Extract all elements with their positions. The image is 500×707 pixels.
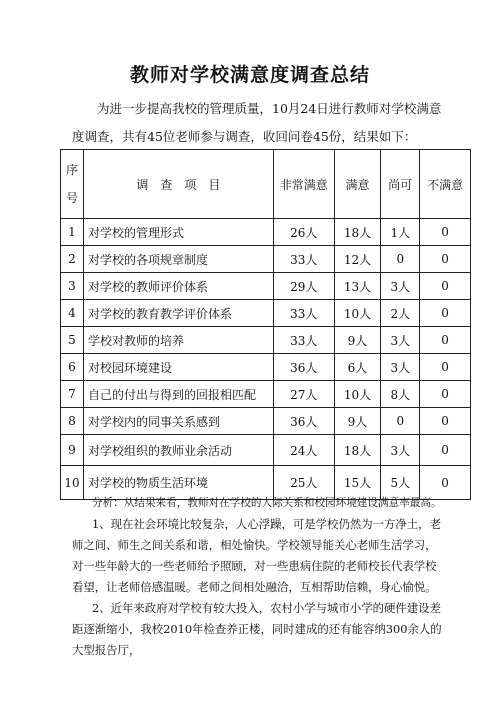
row-satisfied: 12人 xyxy=(334,246,381,273)
row-very-satisfied: 24人 xyxy=(273,435,334,466)
row-not-satisfied: 0 xyxy=(420,408,471,435)
intro-paragraph: 为进一步提高我校的管理质量，10月24日进行教师对学校满意度调查，共有45位老师参与调查，收回问卷45份，结果如下： xyxy=(72,101,442,144)
analysis-point-1: 1、现在社会环境比较复杂，人心浮躁，可是学校仍然为一方净土，老师之间、师生之间关系和谐，相处愉快。学校领导能关心老师生活学习，对一些年龄大的一些老师给予照顾，对一些患病住院的老师校长代表学校看望，让老师倍感温暖。老师之间相处融洽，互相帮助信赖，身心愉悦。 xyxy=(72,517,441,594)
row-acceptable: 3人 xyxy=(381,435,420,466)
row-very-satisfied: 36人 xyxy=(273,408,334,435)
row-item: 自己的付出与得到的回报相匹配 xyxy=(83,381,273,408)
row-item: 学校对教师的培养 xyxy=(83,327,273,354)
header-acceptable: 尚可 xyxy=(381,150,420,219)
row-acceptable: 1人 xyxy=(381,219,420,246)
row-very-satisfied: 27人 xyxy=(273,381,334,408)
row-satisfied: 6人 xyxy=(334,354,381,381)
table-row xyxy=(61,219,471,246)
row-satisfied: 10人 xyxy=(334,381,381,408)
row-not-satisfied: 0 xyxy=(420,327,471,354)
survey-results-table xyxy=(60,149,471,500)
row-very-satisfied: 29人 xyxy=(273,273,334,300)
row-very-satisfied: 36人 xyxy=(273,354,334,381)
row-acceptable: 3人 xyxy=(381,327,420,354)
header-survey-item: 调 查 项 目 xyxy=(83,150,273,219)
table-row xyxy=(61,273,471,300)
row-not-satisfied: 0 xyxy=(420,219,471,246)
row-number: 6 xyxy=(61,354,84,381)
row-not-satisfied: 0 xyxy=(420,273,471,300)
row-item: 对学校的教育教学评价体系 xyxy=(83,300,273,327)
row-very-satisfied: 33人 xyxy=(273,246,334,273)
header-satisfied: 满意 xyxy=(334,150,381,219)
row-acceptable: 2人 xyxy=(381,300,420,327)
header-serial-line1: 序 xyxy=(65,163,78,177)
row-satisfied: 18人 xyxy=(334,435,381,466)
row-satisfied: 18人 xyxy=(334,219,381,246)
header-serial-number xyxy=(61,150,84,219)
row-item: 对学校的各项规章制度 xyxy=(83,246,273,273)
row-number: 1 xyxy=(61,219,84,246)
row-item: 对学校内的同事关系感到 xyxy=(83,408,273,435)
table-row xyxy=(61,408,471,435)
row-item: 对校园环境建设 xyxy=(83,354,273,381)
row-not-satisfied: 0 xyxy=(420,435,471,466)
row-not-satisfied: 0 xyxy=(420,354,471,381)
row-satisfied: 13人 xyxy=(334,273,381,300)
row-item: 对学校的教师评价体系 xyxy=(83,273,273,300)
table-row xyxy=(61,246,471,273)
analysis-point-2: 2、近年来政府对学校有较大投入，农村小学与城市小学的硬件建设差距逐渐缩小，我校2010年检查养正楼，同时建成的还有能容纳300余人的大型报告厅， xyxy=(72,601,442,657)
row-very-satisfied: 33人 xyxy=(273,300,334,327)
row-not-satisfied: 0 xyxy=(420,466,471,500)
header-serial-line2: 号 xyxy=(65,191,78,205)
row-very-satisfied: 25人 xyxy=(273,466,334,500)
row-number: 3 xyxy=(61,273,84,300)
row-acceptable: 0 xyxy=(381,246,420,273)
row-item: 对学校的物质生活环境 xyxy=(83,466,273,500)
row-number: 5 xyxy=(61,327,84,354)
row-acceptable: 3人 xyxy=(381,354,420,381)
row-number: 7 xyxy=(61,381,84,408)
row-satisfied: 9人 xyxy=(334,327,381,354)
table-row xyxy=(61,435,471,466)
header-very-satisfied: 非常满意 xyxy=(273,150,334,219)
row-very-satisfied: 26人 xyxy=(273,219,334,246)
analysis-section xyxy=(72,493,442,661)
row-acceptable: 3人 xyxy=(381,273,420,300)
analysis-summary: 分析：从结果来看，教师对在学校的人际关系和校园环境建设满意率最高。 xyxy=(92,497,442,509)
row-number: 8 xyxy=(61,408,84,435)
table-row xyxy=(61,327,471,354)
row-number: 4 xyxy=(61,300,84,327)
row-satisfied: 9人 xyxy=(334,408,381,435)
document-title: 教师对学校满意度调查总结 xyxy=(129,64,370,86)
row-acceptable: 0 xyxy=(381,408,420,435)
table-row xyxy=(61,381,471,408)
row-acceptable: 5人 xyxy=(381,466,420,500)
table-header-row xyxy=(61,150,471,219)
row-item: 对学校组织的教师业余活动 xyxy=(83,435,273,466)
table-row xyxy=(61,354,471,381)
row-not-satisfied: 0 xyxy=(420,381,471,408)
row-number: 2 xyxy=(61,246,84,273)
table-row xyxy=(61,300,471,327)
row-very-satisfied: 33人 xyxy=(273,327,334,354)
row-number: 10 xyxy=(61,466,84,500)
row-acceptable: 8人 xyxy=(381,381,420,408)
row-not-satisfied: 0 xyxy=(420,300,471,327)
row-number: 9 xyxy=(61,435,84,466)
row-satisfied: 15人 xyxy=(334,466,381,500)
row-item: 对学校的管理形式 xyxy=(83,219,273,246)
header-not-satisfied: 不满意 xyxy=(420,150,471,219)
row-satisfied: 10人 xyxy=(334,300,381,327)
row-not-satisfied: 0 xyxy=(420,246,471,273)
